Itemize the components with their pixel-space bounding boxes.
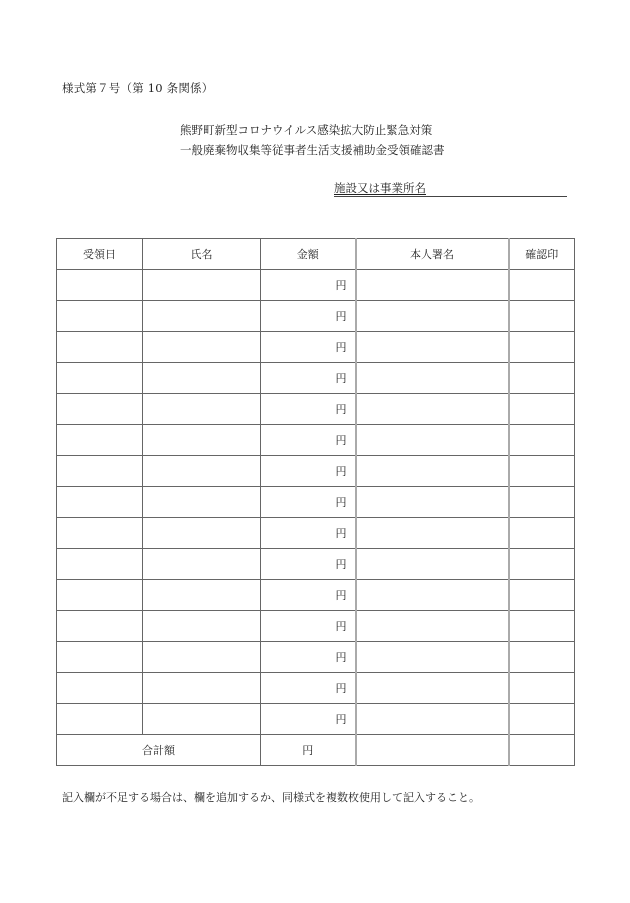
name-cell[interactable]: [143, 580, 261, 611]
seal-cell[interactable]: [509, 611, 575, 642]
yen-unit: 円: [335, 465, 347, 478]
facility-name-field[interactable]: [334, 180, 567, 197]
received-date-cell[interactable]: [57, 332, 143, 363]
received-date-cell[interactable]: [57, 301, 143, 332]
seal-cell[interactable]: [509, 704, 575, 735]
form-number: 様式第７号（第 10 条関係）: [62, 81, 214, 95]
title-line-1: 熊野町新型コロナウイルス感染拡大防止緊急対策: [180, 123, 433, 137]
total-label: 合計額: [57, 735, 261, 766]
signature-cell[interactable]: [356, 673, 509, 704]
received-date-cell[interactable]: [57, 487, 143, 518]
table-row: [57, 332, 575, 363]
table-row: [57, 642, 575, 673]
yen-unit: 円: [335, 620, 347, 633]
signature-cell[interactable]: [356, 642, 509, 673]
received-date-cell[interactable]: [57, 704, 143, 735]
yen-unit: 円: [335, 434, 347, 447]
total-row: [57, 735, 575, 766]
yen-unit: 円: [335, 372, 347, 385]
yen-unit: 円: [335, 682, 347, 695]
signature-cell[interactable]: [356, 425, 509, 456]
table-row: [57, 549, 575, 580]
name-cell[interactable]: [143, 456, 261, 487]
name-cell[interactable]: [143, 704, 261, 735]
received-date-cell[interactable]: [57, 549, 143, 580]
name-cell[interactable]: [143, 301, 261, 332]
seal-cell[interactable]: [509, 549, 575, 580]
table-header-row: [57, 239, 575, 270]
table-row: [57, 673, 575, 704]
signature-cell[interactable]: [356, 456, 509, 487]
document-title: [180, 120, 445, 160]
received-date-cell[interactable]: [57, 394, 143, 425]
name-cell[interactable]: [143, 673, 261, 704]
amount-cell[interactable]: [261, 704, 356, 735]
amount-cell[interactable]: [261, 332, 356, 363]
amount-cell[interactable]: [261, 611, 356, 642]
name-cell[interactable]: [143, 363, 261, 394]
name-cell[interactable]: [143, 487, 261, 518]
header-received-date: 受領日: [57, 239, 143, 270]
name-cell[interactable]: [143, 425, 261, 456]
signature-cell[interactable]: [356, 363, 509, 394]
table-row: [57, 487, 575, 518]
signature-cell[interactable]: [356, 301, 509, 332]
name-cell[interactable]: [143, 394, 261, 425]
amount-cell[interactable]: [261, 580, 356, 611]
table-row: [57, 518, 575, 549]
amount-cell[interactable]: [261, 425, 356, 456]
amount-cell[interactable]: [261, 301, 356, 332]
seal-cell[interactable]: [509, 270, 575, 301]
received-date-cell[interactable]: [57, 580, 143, 611]
received-date-cell[interactable]: [57, 270, 143, 301]
name-cell[interactable]: [143, 642, 261, 673]
received-date-cell[interactable]: [57, 425, 143, 456]
amount-cell[interactable]: [261, 394, 356, 425]
amount-cell[interactable]: [261, 487, 356, 518]
table-row: [57, 456, 575, 487]
amount-cell[interactable]: [261, 549, 356, 580]
yen-unit: 円: [335, 310, 347, 323]
header-name: 氏名: [143, 239, 261, 270]
table-row: [57, 363, 575, 394]
yen-unit: 円: [335, 496, 347, 509]
receipt-table: [56, 238, 575, 766]
amount-cell[interactable]: [261, 363, 356, 394]
header-signature: 本人署名: [356, 239, 509, 270]
seal-cell[interactable]: [509, 673, 575, 704]
yen-unit: 円: [335, 279, 347, 292]
amount-cell[interactable]: [261, 642, 356, 673]
seal-cell[interactable]: [509, 394, 575, 425]
received-date-cell[interactable]: [57, 673, 143, 704]
total-yen-unit: 円: [302, 744, 314, 757]
facility-name-label: 施設又は事業所名: [334, 181, 426, 195]
table-row: [57, 270, 575, 301]
received-date-cell[interactable]: [57, 642, 143, 673]
footnote: 記入欄が不足する場合は、欄を追加するか、同様式を複数枚使用して記入すること。: [62, 791, 480, 804]
seal-cell[interactable]: [509, 363, 575, 394]
signature-cell[interactable]: [356, 549, 509, 580]
seal-cell[interactable]: [509, 301, 575, 332]
name-cell[interactable]: [143, 518, 261, 549]
yen-unit: 円: [335, 341, 347, 354]
signature-cell[interactable]: [356, 580, 509, 611]
total-signature-cell: [356, 735, 509, 766]
yen-unit: 円: [335, 589, 347, 602]
seal-cell[interactable]: [509, 456, 575, 487]
seal-cell[interactable]: [509, 642, 575, 673]
signature-cell[interactable]: [356, 704, 509, 735]
yen-unit: 円: [335, 651, 347, 664]
total-seal-cell: [509, 735, 575, 766]
name-cell[interactable]: [143, 270, 261, 301]
header-amount: 金額: [261, 239, 356, 270]
amount-cell[interactable]: [261, 518, 356, 549]
yen-unit: 円: [335, 713, 347, 726]
signature-cell[interactable]: [356, 611, 509, 642]
yen-unit: 円: [335, 403, 347, 416]
seal-cell[interactable]: [509, 487, 575, 518]
received-date-cell[interactable]: [57, 456, 143, 487]
seal-cell[interactable]: [509, 518, 575, 549]
signature-cell[interactable]: [356, 518, 509, 549]
received-date-cell[interactable]: [57, 611, 143, 642]
table-row: [57, 580, 575, 611]
header-seal: 確認印: [509, 239, 575, 270]
table-row: [57, 394, 575, 425]
received-date-cell[interactable]: [57, 518, 143, 549]
signature-cell[interactable]: [356, 270, 509, 301]
amount-cell[interactable]: [261, 673, 356, 704]
yen-unit: 円: [335, 558, 347, 571]
seal-cell[interactable]: [509, 425, 575, 456]
table-row: [57, 611, 575, 642]
title-line-2: 一般廃棄物収集等従事者生活支援補助金受領確認書: [180, 143, 445, 157]
table-row: [57, 301, 575, 332]
signature-cell[interactable]: [356, 487, 509, 518]
table-row: [57, 704, 575, 735]
seal-cell[interactable]: [509, 332, 575, 363]
signature-cell[interactable]: [356, 332, 509, 363]
table-row: [57, 425, 575, 456]
name-cell[interactable]: [143, 332, 261, 363]
total-amount-cell[interactable]: [261, 735, 356, 766]
name-cell[interactable]: [143, 549, 261, 580]
amount-cell[interactable]: [261, 456, 356, 487]
name-cell[interactable]: [143, 611, 261, 642]
received-date-cell[interactable]: [57, 363, 143, 394]
signature-cell[interactable]: [356, 394, 509, 425]
amount-cell[interactable]: [261, 270, 356, 301]
seal-cell[interactable]: [509, 580, 575, 611]
yen-unit: 円: [335, 527, 347, 540]
